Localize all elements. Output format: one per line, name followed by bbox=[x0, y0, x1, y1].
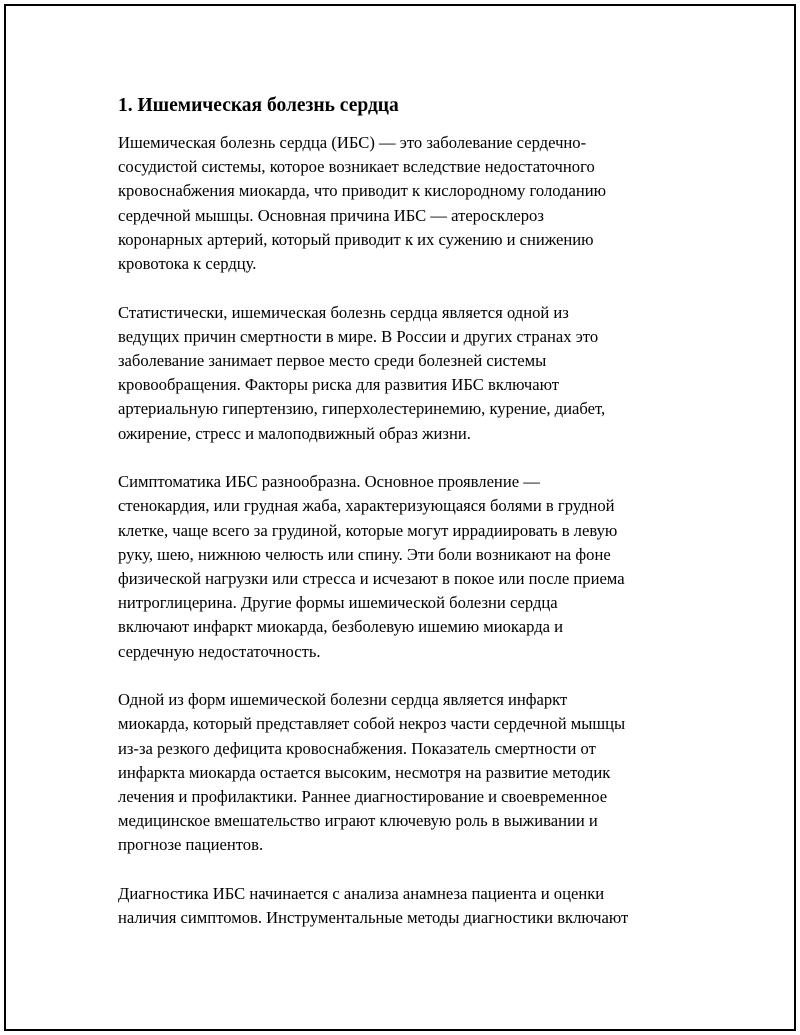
document-body bbox=[118, 94, 698, 955]
text-line: сердечной мышцы. Основная причина ИБС — атеросклероз bbox=[118, 205, 544, 225]
text-line: артериальную гипертензию, гиперхолестеринемию, курение, диабет, bbox=[118, 399, 606, 419]
text-line: ведущих причин смертности в мире. В России и других странах это bbox=[118, 326, 599, 346]
paragraphs-container bbox=[118, 131, 698, 930]
text-line: лечения и профилактики. Раннее диагностирование и своевременное bbox=[118, 787, 608, 807]
text-line: Статистически, ишемическая болезнь сердца является одной из bbox=[118, 302, 569, 322]
text-line: прогнозе пациентов. bbox=[118, 835, 264, 855]
text-line: инфаркта миокарда остается высоким, несмотря на развитие методик bbox=[118, 762, 611, 782]
text-line: заболевание занимает первое место среди болезней системы bbox=[118, 351, 547, 371]
text-line: сердечную недостаточность. bbox=[118, 641, 321, 661]
section-heading: 1. Ишемическая болезнь сердца bbox=[118, 95, 399, 116]
text-line: из-за резкого дефицита кровоснабжения. Показатель смертности от bbox=[118, 738, 596, 758]
paragraph bbox=[118, 688, 698, 857]
paragraph bbox=[118, 301, 698, 446]
paragraph bbox=[118, 470, 698, 664]
text-line: включают инфаркт миокарда, безболевую ишемию миокарда и bbox=[118, 617, 564, 637]
text-line: физической нагрузки или стресса и исчезают в покое или после приема bbox=[118, 569, 625, 589]
text-line: руку, шею, нижнюю челюсть или спину. Эти боли возникают на фоне bbox=[118, 544, 611, 564]
text-line: наличия симптомов. Инструментальные методы диагностики включают bbox=[118, 908, 629, 928]
text-line: кровообращения. Факторы риска для развития ИБС включают bbox=[118, 375, 560, 395]
text-line: клетке, чаще всего за грудиной, которые могут иррадиировать в левую bbox=[118, 520, 618, 540]
text-line: сосудистой системы, которое возникает вследствие недостаточного bbox=[118, 157, 595, 177]
text-line: Ишемическая болезнь сердца (ИБС) — это заболевание сердечно- bbox=[118, 133, 587, 152]
text-line: медицинское вмешательство играют ключевую роль в выживании и bbox=[118, 811, 598, 831]
text-line: кровоснабжения миокарда, что приводит к кислородному голоданию bbox=[118, 181, 607, 201]
paragraph bbox=[118, 131, 698, 276]
text-line: Симптоматика ИБС разнообразна. Основное проявление — bbox=[118, 472, 540, 492]
text-line: миокарда, который представляет собой некроз части сердечной мышцы bbox=[118, 714, 626, 734]
text-line: кровотока к сердцу. bbox=[118, 254, 257, 274]
text-line: ожирение, стресс и малоподвижный образ жизни. bbox=[118, 423, 471, 443]
text-line: Одной из форм ишемической болезни сердца является инфаркт bbox=[118, 690, 568, 710]
text-line: Диагностика ИБС начинается с анализа анамнеза пациента и оценки bbox=[118, 884, 605, 904]
text-line: стенокардия, или грудная жаба, характеризующаяся болями в грудной bbox=[118, 496, 615, 516]
paragraph bbox=[118, 882, 698, 930]
text-line: коронарных артерий, который приводит к их сужению и снижению bbox=[118, 229, 594, 249]
text-line: нитроглицерина. Другие формы ишемической болезни сердца bbox=[118, 593, 558, 613]
